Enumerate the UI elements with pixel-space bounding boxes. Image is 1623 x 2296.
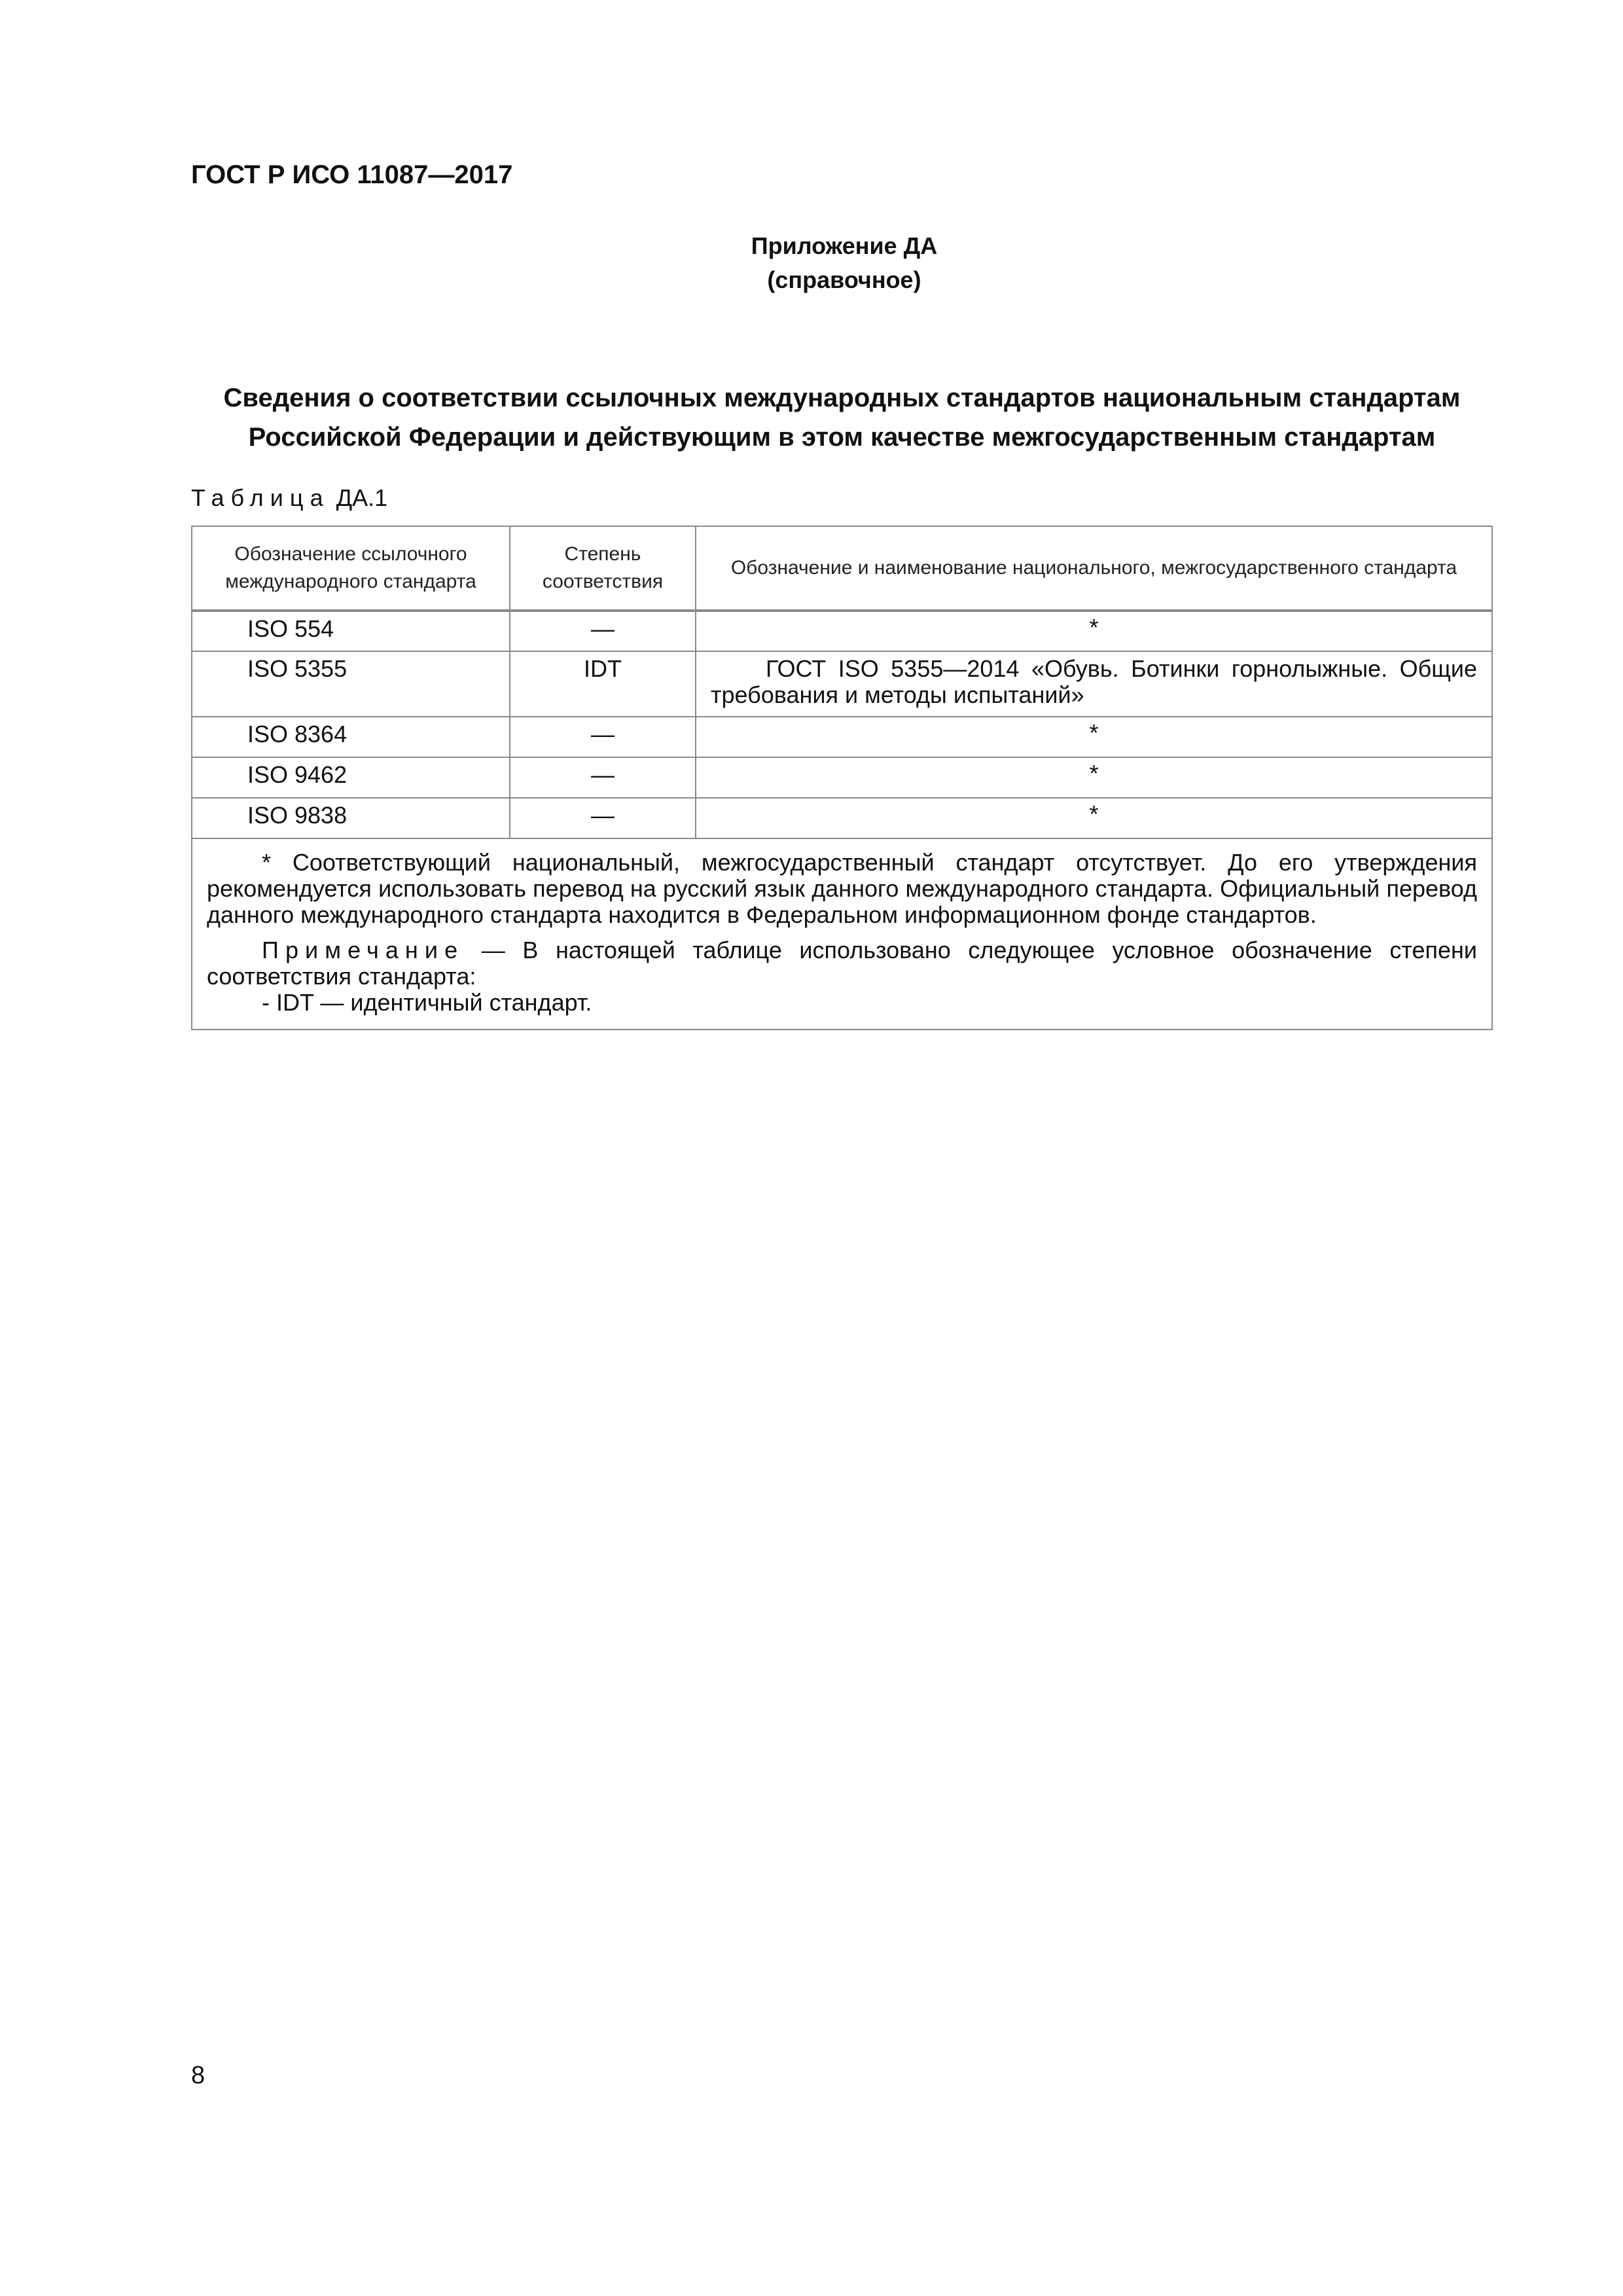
table-caption-number: ДА.1: [336, 484, 388, 511]
cell-national: ГОСТ ISO 5355—2014 «Обувь. Ботинки горнолыжные. Общие требования и методы испытаний»: [696, 651, 1492, 717]
cell-code: ISO 5355: [192, 651, 510, 717]
table-row: [192, 798, 1492, 838]
cell-national: *: [696, 757, 1492, 798]
note-item: - IDT — идентичный стандарт.: [262, 989, 592, 1016]
table-row: [192, 651, 1492, 717]
note-paragraph: [207, 937, 1477, 990]
cell-degree: IDT: [510, 651, 696, 717]
cell-code: ISO 8364: [192, 717, 510, 757]
cell-degree: —: [510, 757, 696, 798]
table-caption-word: Таблица: [191, 484, 330, 511]
cell-national: *: [696, 717, 1492, 757]
table-row: [192, 717, 1492, 757]
table-caption: [191, 484, 387, 512]
annex-title-block: [0, 229, 1623, 297]
cell-national: *: [696, 611, 1492, 651]
page-number: 8: [191, 2062, 205, 2089]
section-heading: [191, 378, 1493, 457]
cell-code: ISO 9462: [192, 757, 510, 798]
cell-code: ISO 554: [192, 611, 510, 651]
document-code-header: ГОСТ Р ИСО 11087—2017: [191, 160, 513, 189]
note-text: — В настоящей таблице использовано следующее условное обозначение степени соответствия стандарта:: [207, 937, 1477, 990]
cell-degree: —: [510, 611, 696, 651]
table-row: [192, 757, 1492, 798]
section-heading-line2: Российской Федерации и действующим в этом качестве межгосударственным стандартам: [248, 423, 1436, 452]
cell-national: *: [696, 798, 1492, 838]
table-header-row: [192, 526, 1492, 611]
table-row: [192, 611, 1492, 651]
table-footer-row: [192, 838, 1492, 1030]
correspondence-table: [191, 526, 1493, 1030]
footnote-text: * Соответствующий национальный, межгосударственный стандарт отсутствует. До его утверждения рекомендуется использовать перевод на русский язык данного международного стандарта. Официальный перевод данного международного стандарта находится в Федеральном информационном фонде стандартов.: [207, 849, 1477, 928]
note-label: Примечание: [262, 937, 465, 963]
header-degree: Степень соответствия: [510, 526, 696, 611]
cell-degree: —: [510, 717, 696, 757]
table-footer: [192, 838, 1492, 1030]
section-heading-line1: Сведения о соответствии ссылочных международных стандартов национальным стандартам: [223, 384, 1461, 412]
header-international-standard: Обозначение ссылочного международного стандарта: [192, 526, 510, 611]
cell-degree: —: [510, 798, 696, 838]
annex-kind: (справочное): [767, 266, 921, 293]
cell-code: ISO 9838: [192, 798, 510, 838]
annex-title: Приложение ДА: [751, 232, 938, 259]
header-national-standard: Обозначение и наименование национального, межгосударственного стандарта: [696, 526, 1492, 611]
